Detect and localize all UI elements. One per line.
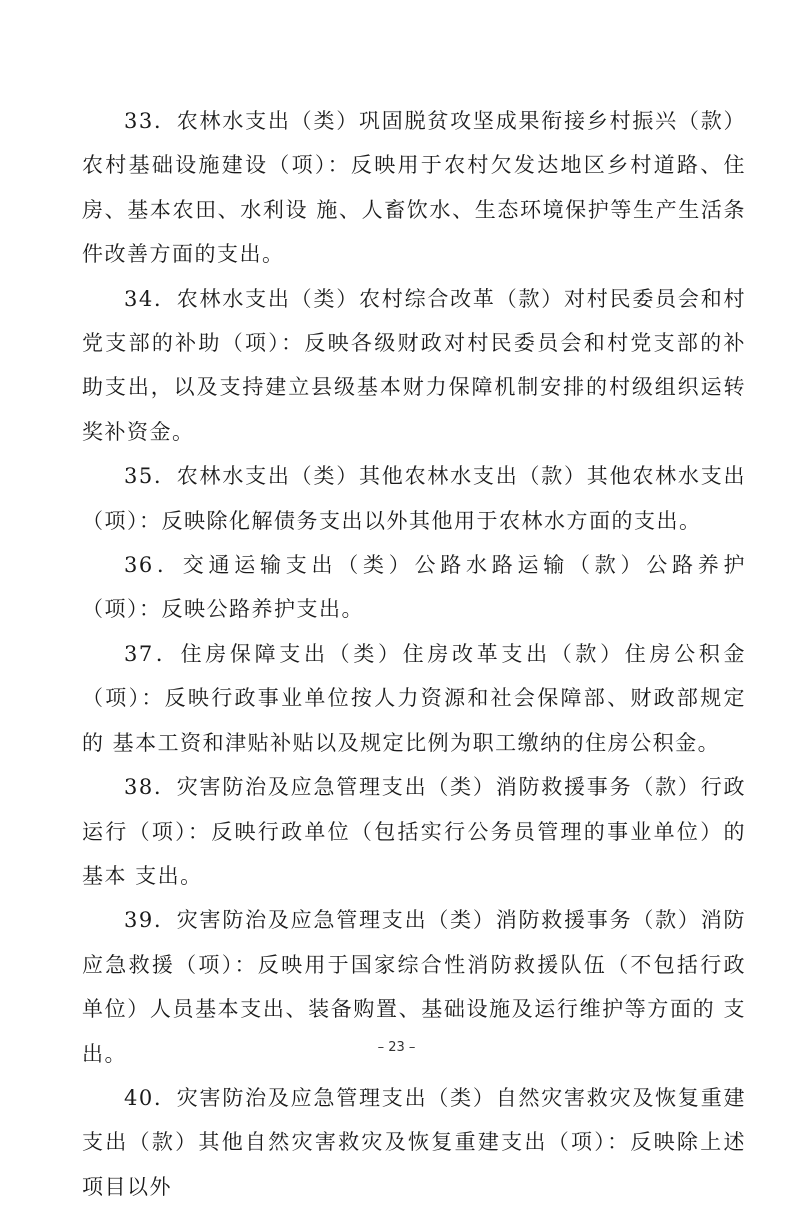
paragraph-35: 35．农林水支出（类）其他农林水支出（款）其他农林水支出（项）：反映除化解债务支出以外其他用于农林水方面的支出。 [82, 464, 746, 533]
paragraph-40: 40．灾害防治及应急管理支出（类）自然灾害救灾及恢复重建支出（款）其他自然灾害救灾及恢复重建支出（项）：反映除上述项目以外 [82, 1085, 746, 1199]
paragraph-38: 38．灾害防治及应急管理支出（类）消防救援事务（款）行政运行（项）：反映行政单位（包括实行公务员管理的事业单位）的基本 支出。 [82, 775, 746, 888]
paragraph-37: 37．住房保障支出（类）住房改革支出（款）住房公积金（项）：反映行政事业单位按人力资源和社会保障部、财政部规定的 基本工资和津贴补贴以及规定比例为职工缴纳的住房公积金。 [82, 641, 746, 755]
paragraph-36: 36．交通运输支出（类）公路水路运输（款）公路养护（项）：反映公路养护支出。 [82, 553, 746, 622]
page-number: – 23 – [377, 1040, 416, 1055]
paragraph-33: 33．农林水支出（类）巩固脱贫攻坚成果衔接乡村振兴（款）农村基础设施建设（项）：反映用于农村欠发达地区乡村道路、住房、基本农田、水利设 施、人畜饮水、生态环境保护等生产生活条件改善方面的支出。 [82, 109, 746, 267]
paragraph-34: 34．农林水支出（类）农村综合改革（款）对村民委员会和村党支部的补助（项）：反映各级财政对村民委员会和村党支部的补助支出，以及支持建立县级基本财力保障机制安排的村级组织运转奖补资金。 [82, 286, 746, 444]
paragraph-39: 39．灾害防治及应急管理支出（类）消防救援事务（款）消防应急救援（项）：反映用于国家综合性消防救援队伍（不包括行政单位）人员基本支出、装备购置、基础设施及运行维护等方面的 支出。 [82, 908, 746, 1066]
